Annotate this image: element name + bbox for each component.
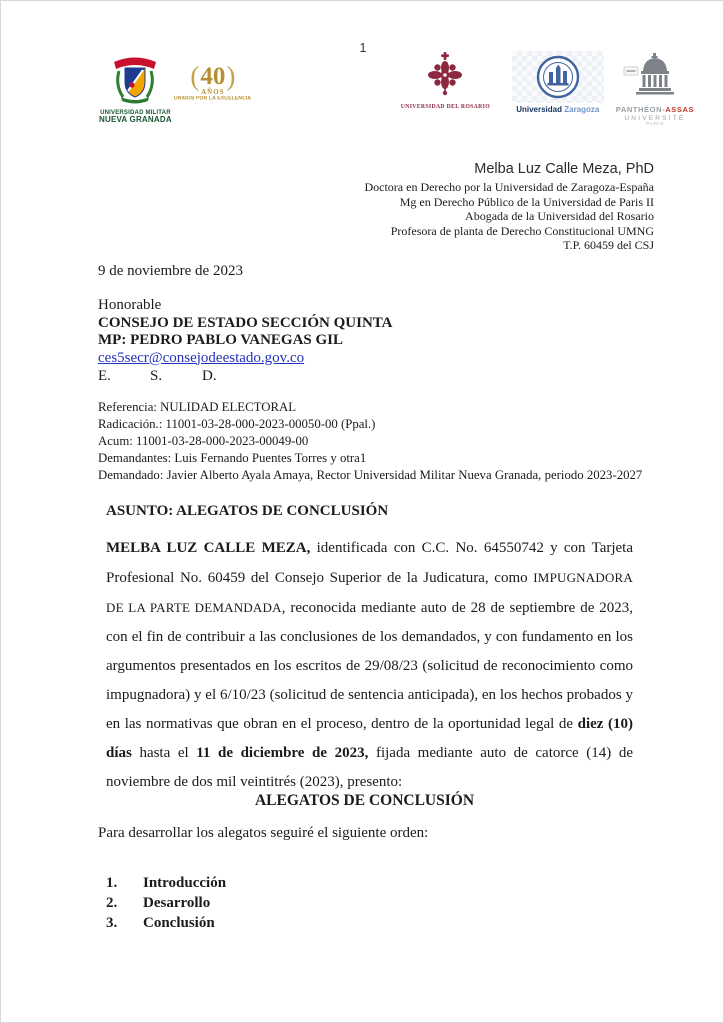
zaragoza-logo [512,51,604,114]
header-logos-right [391,51,694,128]
esd-s: S. [150,368,163,384]
addressee-salutation: Honorable [98,297,162,313]
page-number: 1 [359,41,367,55]
outline-item-number: 3. [106,915,118,931]
body-date-bold: 11 de diciembre de 2023, [196,745,369,761]
outline-item [106,913,226,933]
body-text-run: hasta el [131,745,197,761]
forty-tagline: UNIDOS POR LA EXCELENCIA [174,96,252,102]
addressee-court: CONSEJO DE ESTADO SECCIÓN QUINTA [98,314,393,331]
header-logos-left [99,55,252,125]
reference-line: Radicación.: 11001-03-28-000-2023-00050-00 (Ppal.) [98,417,376,431]
body-paragraph [106,534,633,797]
esd-e: E. [98,368,111,384]
letterhead-credentials [364,161,654,253]
umng-shield-icon [105,55,165,110]
rosario-logo [391,51,500,111]
assas-caption-pantheon: PANTHÉON- [615,105,666,114]
umng-caption-line1: UNIVERSIDAD MILITAR [100,110,171,116]
outline-item-label: Desarrollo [143,895,211,911]
zaragoza-seal-icon [512,51,604,103]
assas-caption-assas: ASSAS [665,105,695,114]
body-author-bold: MELBA LUZ CALLE MEZA, [106,540,311,556]
outline-item-number: 2. [106,895,118,911]
laurel-right-icon: ) [226,61,236,91]
forty-anos-label: AÑOS [201,88,225,96]
court-email-link[interactable]: ces5secr@consejodeestado.gov.co [98,349,305,366]
credential-line: T.P. 60459 del CSJ [563,238,654,252]
order-intro-line: Para desarrollar los alegatos seguiré el siguiente orden: [98,825,429,841]
rosario-caption: UNIVERSIDAD DEL ROSARIO [400,103,490,110]
date-line: 9 de noviembre de 2023 [98,263,243,279]
credential-line: Doctora en Derecho por la Universidad de Zaragoza-España [364,180,654,194]
body-deadline-bold: diez (10) días [106,716,633,761]
addressee-block [98,297,393,386]
esd-line [98,368,393,386]
reference-block [98,399,642,484]
outline-item-label: Conclusión [143,915,215,931]
assas-caption-universite: UNIVERSITÉ [624,115,686,122]
credential-line: Abogada de la Universidad del Rosario [465,209,654,223]
assas-caption-paris: PARIS [645,122,664,127]
credential-line: Mg en Derecho Público de la Universidad de Paris II [399,194,654,209]
reference-line: Referencia: NULIDAD ELECTORAL [98,400,297,414]
reference-line: Demandantes: Luis Fernando Puentes Torres y otra1 [98,451,367,465]
pantheon-building-icon [622,51,688,104]
forty-years-logo [174,63,252,103]
subject-line: ASUNTO: ALEGATOS DE CONCLUSIÓN [106,503,389,519]
body-impugnadora-caps: IMPUGNADORA DE LA PARTE DEMANDADA [106,570,633,615]
body-text-run: identificada con C.C. No. 64550742 y con Tarjeta Profesional No. 60459 del Consejo Superior de la Judicatura, como [106,540,633,586]
outline-list [106,873,226,933]
rosario-emblem-icon [424,51,466,102]
section-heading: ALEGATOS DE CONCLUSIÓN [254,792,475,809]
umng-logo [99,55,172,125]
body-text-run: , reconocida mediante auto de 28 de septiembre de 2023, con el fin de contribuir a las conclusiones de los demandados, y con fundamento en los argumentos presentados en los escritos de 29/08/23 (solicitud de reconocimiento como impugnadora) y el 6/10/23 (solicitud de sentencia anticipada), en los hechos probados y en las normativas que obran en el proceso, dentro de la oportunidad legal de [106,600,633,732]
reference-line: Demandado: Javier Alberto Ayala Amaya, Rector Universidad Militar Nueva Granada, periodo 2023-2027 [98,468,643,482]
laurel-left-icon: ( [190,61,200,91]
reference-line: Acum: 11001-03-28-000-2023-00049-00 [98,434,309,448]
outline-item [106,893,226,913]
esd-d: D. [202,368,217,384]
outline-item-label: Introducción [143,875,227,891]
zaragoza-caption-word2: Zaragoza [564,105,600,114]
author-name: Melba Luz Calle Meza, PhD [474,161,654,177]
forty-number: 40 [200,63,226,90]
pantheon-assas-logo [616,51,694,128]
outline-item [106,873,226,893]
umng-caption-line2: NUEVA GRANADA [99,115,172,125]
addressee-magistrate: MP: PEDRO PABLO VANEGAS GIL [98,332,344,348]
credential-line: Profesora de planta de Derecho Constitucional UMNG [390,223,654,238]
body-text-run: fijada mediante auto de catorce (14) de noviembre de dos mil veintitrés (2023), presento: [106,745,633,790]
outline-item-number: 1. [106,875,118,891]
zaragoza-caption-word1: Universidad [516,105,562,114]
